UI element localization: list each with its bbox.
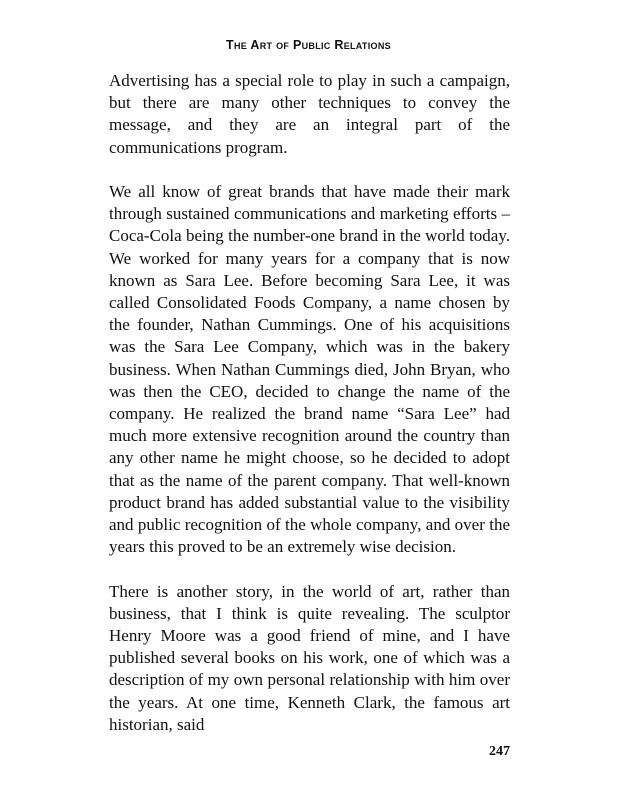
running-header: The Art of Public Relations <box>226 38 391 52</box>
paragraph-henry-moore: There is another story, in the world of art, rather than business, that I think is quite revealing. The sculptor Henry Moore was a good friend of mine, and I have published several books on his work, one of which was a description of my own personal relationship with him over the years. At one time, Kenneth Clark, the famous art historian, said <box>109 581 510 734</box>
paragraph-advertising: Advertising has a special role to play in such a campaign, but there are many other techniques to convey the message, and they are an integral part of the communications program. <box>109 71 510 157</box>
body-text <box>109 70 510 736</box>
paragraph-sara-lee: We all know of great brands that have made their mark through sustained communications and marketing efforts – Coca-Cola being the number-one brand in the world today. We worked for many years for a company that is now known as Sara Lee. Before becoming Sara Lee, it was called Consolidated Foods Company, a name chosen by the founder, Nathan Cummings. One of his acquisitions was the Sara Lee Company, which was in the bakery business. When Nathan Cummings died, John Bryan, who was then the CEO, decided to change the name of the company. He realized the brand name “Sara Lee” had much more extensive recognition around the country than any other name he might choose, so he decided to adopt that as the name of the parent company. That well-known product brand has added substantial value to the visibility and public recognition of the whole company, and over the years this proved to be an extremely wise decision. <box>109 182 510 557</box>
page-number: 247 <box>489 744 510 759</box>
